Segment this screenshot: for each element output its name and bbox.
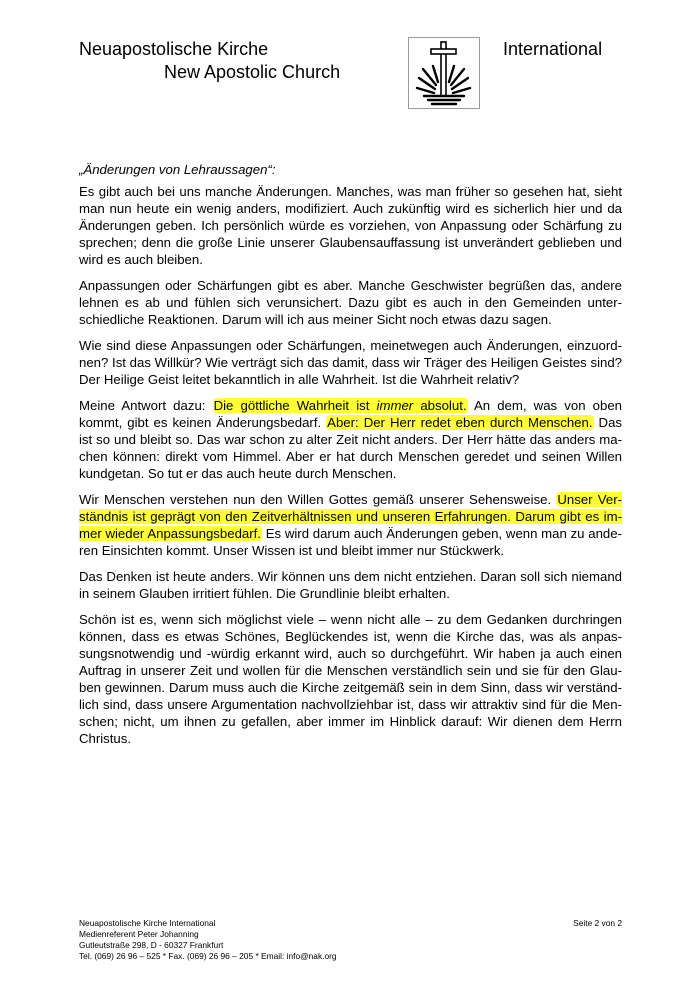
footer-org: Neuapostolische Kirche International [79, 918, 216, 928]
highlight-text: absolut. [413, 398, 467, 413]
emphasis-text: immer [376, 398, 414, 413]
paragraph-5-text-a: Wir Menschen verstehen nun den Willen Gottes gemäß unserer Sehensweise. [79, 492, 557, 507]
paragraph-4-text-b: An dem, was von oben kommt, gibt es keinen Änderungsbedarf. [79, 398, 623, 430]
section-heading: „Änderungen von Lehraussagen“: [79, 162, 276, 177]
footer-phone-email: Tel. (069) 26 96 – 525 * Fax. (069) 26 96 – 205 * Email: info@nak.org [79, 951, 337, 961]
paragraph-4-text-c: Das ist so und bleibt so. Das war schon zu alter Zeit nicht anders. Der Herr hätte das anders machen können: direkt vom Himmel. Aber er hat durch Menschen geredet und seinen Willen kundgetan. So tut er das auch heute durch Menschen. [79, 415, 622, 481]
footer-street: Gutleutstraße 298, D - 60327 Frankfurt [79, 940, 224, 950]
paragraph-5-text-b: Es wird darum auch Änderungen geben, wenn man zu anderen Einsichten kommt. Unser Wissen ist und bleibt immer nur Stückwerk. [79, 526, 622, 558]
paragraph-4-text-a: Meine Antwort dazu: [79, 398, 213, 413]
org-name-international: International [503, 39, 603, 59]
paragraph-2: Anpassungen oder Schärfungen gibt es aber. Manche Geschwister begrüßen das, andere lehnen es ab und fühlen sich verunsichert. Dazu gibt es auch in den Gemeinden unterschiedliche Reaktionen. Darum will ich aus meiner Sicht noch etwas dazu sagen. [79, 278, 622, 327]
highlight-text: Die göttliche Wahrheit ist [213, 398, 377, 413]
paragraph-1: Es gibt auch bei uns manche Änderungen. Manches, was man früher so gesehen hat, sieht man nun heute ein wenig anders, modifiziert. Auch zukünftig wird es sicherlich hier und da Änderungen geben. Ich persönlich würde es vorziehen, von Anpassung oder Schärfung zu sprechen; denn die große Linie unserer Glaubensauffassung ist unverändert geblieben und wird es auch bleiben. [79, 184, 622, 267]
org-name-german: Neuapostolische Kirche [79, 39, 269, 59]
highlight-absolute-truth [213, 398, 468, 413]
paragraph-5 [79, 491, 622, 559]
cross-and-rising-sun-icon [409, 38, 479, 108]
paragraph-4 [79, 397, 622, 482]
highlight-understanding: Unser Verständnis ist geprägt von den Zeitverhältnissen und unseren Erfahrungen. Darum gibt es immer wieder Anpassungsbedarf. [79, 492, 622, 541]
footer-address [79, 918, 337, 962]
org-name-english: New Apostolic Church [164, 62, 341, 82]
church-logo [408, 37, 480, 109]
paragraph-6: Das Denken ist heute anders. Wir können uns dem nicht entziehen. Daran soll sich niemand in seinem Glauben irritiert fühlen. Die Grundlinie bleibt erhalten. [79, 569, 622, 601]
article-body [79, 161, 622, 756]
paragraph-7: Schön ist es, wenn sich möglichst viele – wenn nicht alle – zu dem Gedanken durchringen können, dass es etwas Schönes, Beglückendes ist, wenn die Kirche das, was als anpassungsnotwendig und -würdig erkannt wird, auch so durchgeführt. Wir haben ja auch einen Auftrag in unserer Zeit und wollen für die Menschen verständlich sein und sie für den Glauben gewinnen. Darum muss auch die Kirche zeitgemäß sein in dem Sinn, dass wir verständlich sind, dass unsere Argumentation nachvollziehbar ist, dass wir attraktiv sind für die Menschen; nicht, um ihnen zu gefallen, aber immer im Hinblick darauf: Wir dienen dem Herrn Christus. [79, 612, 622, 746]
page-footer [79, 918, 622, 962]
paragraph-3: Wie sind diese Anpassungen oder Schärfungen, meinetwegen auch Änderungen, einzuordnen? Ist das Willkür? Wie verträgt sich das damit, dass wir Träger des Heiligen Geistes sind? Der Heilige Geist leitet bekanntlich in alle Wahrheit. Ist die Wahrheit relativ? [79, 338, 622, 387]
footer-contact-person: Medienreferent Peter Johanning [79, 929, 199, 939]
page-number: Seite 2 von 2 [573, 918, 622, 928]
highlight-lord-speaks: Aber: Der Herr redet eben durch Menschen. [327, 415, 593, 430]
